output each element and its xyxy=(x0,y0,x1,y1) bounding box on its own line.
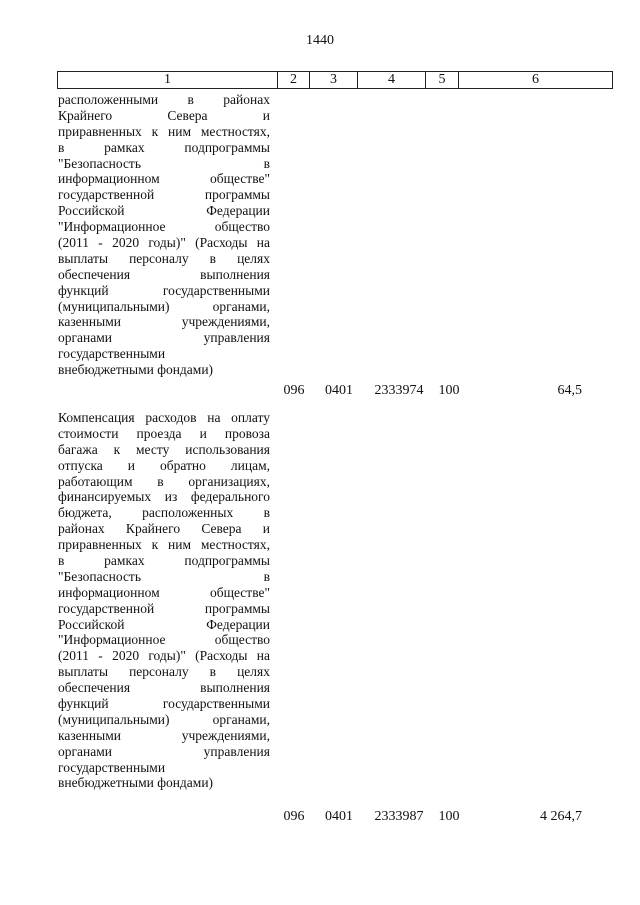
header-col-6: 6 xyxy=(532,72,539,87)
expense-type-code: 100 xyxy=(438,809,460,824)
section-code: 0401 xyxy=(325,383,353,398)
description-line: приравненных к ним местностях, xyxy=(58,537,270,553)
description-line: государственными xyxy=(58,759,166,775)
ministry-code: 096 xyxy=(283,809,305,824)
target-code: 2333974 xyxy=(374,383,424,398)
header-col-4: 4 xyxy=(358,72,426,88)
header-col-3: 3 xyxy=(310,72,358,88)
description-line: "Безопасность в xyxy=(58,568,270,584)
description-line: внебюджетными фондами) xyxy=(58,775,214,791)
description-line: государственной программы xyxy=(58,600,270,616)
description-line: внебюджетными фондами) xyxy=(58,362,214,378)
description-line: работающим в организациях, xyxy=(58,473,270,489)
description-line: казенными учреждениями, xyxy=(58,727,270,743)
description-line: функций государственными xyxy=(58,696,270,712)
description-line: финансируемых из федерального xyxy=(58,489,270,505)
description-line: "Информационное общество xyxy=(58,632,270,648)
description-line: информационном обществе" xyxy=(58,171,270,187)
description-line: (2011 - 2020 годы)" (Расходы на xyxy=(58,648,270,664)
description-line: Российской Федерации xyxy=(58,203,270,219)
description-line: государственными xyxy=(58,346,166,362)
description-line: информационном обществе" xyxy=(58,584,270,600)
description-line: обеспечения выполнения xyxy=(58,266,270,282)
description-line: Крайнего Севера и xyxy=(58,107,270,123)
header-col-5: 5 xyxy=(426,72,459,88)
amount: 64,5 xyxy=(557,383,582,398)
description-line: обеспечения выполнения xyxy=(58,680,270,696)
ministry-code: 096 xyxy=(283,383,305,398)
description-line: выплаты персоналу в целях xyxy=(58,250,270,266)
description-line: приравненных к ним местностях, xyxy=(58,123,270,139)
description-line: Российской Федерации xyxy=(58,616,270,632)
description-line: государственной программы xyxy=(58,187,270,203)
description-line: районах Крайнего Севера и xyxy=(58,521,270,537)
section-code: 0401 xyxy=(325,809,353,824)
description-line: органами управления xyxy=(58,743,270,759)
description-line: расположенными в районах xyxy=(58,92,270,107)
page-number: 1440 xyxy=(306,33,334,48)
description-line: в рамках подпрограммы xyxy=(58,139,270,155)
description-line: в рамках подпрограммы xyxy=(58,553,270,569)
description-line: бюджета, расположенных в xyxy=(58,505,270,521)
description-line: багажа к месту использования xyxy=(58,441,270,457)
description-line: стоимости проезда и провоза xyxy=(58,425,270,441)
expense-type-code: 100 xyxy=(438,383,460,398)
row-description xyxy=(58,410,270,791)
table-header xyxy=(57,71,613,89)
description-line: (муниципальными) органами, xyxy=(58,298,270,314)
description-line: функций государственными xyxy=(58,282,270,298)
description-line: (муниципальными) органами, xyxy=(58,711,270,727)
description-line: "Информационное общество xyxy=(58,219,270,235)
header-col-2: 2 xyxy=(278,72,310,88)
amount: 4 264,7 xyxy=(540,809,582,824)
description-line: Компенсация расходов на оплату xyxy=(58,410,270,425)
description-line: отпуска и обратно лицам, xyxy=(58,457,270,473)
description-line: казенными учреждениями, xyxy=(58,314,270,330)
description-line: органами управления xyxy=(58,330,270,346)
description-line: выплаты персоналу в целях xyxy=(58,664,270,680)
row-description xyxy=(58,92,270,378)
header-col-1: 1 xyxy=(58,72,278,88)
description-line: (2011 - 2020 годы)" (Расходы на xyxy=(58,235,270,251)
description-line: "Безопасность в xyxy=(58,155,270,171)
target-code: 2333987 xyxy=(374,809,424,824)
